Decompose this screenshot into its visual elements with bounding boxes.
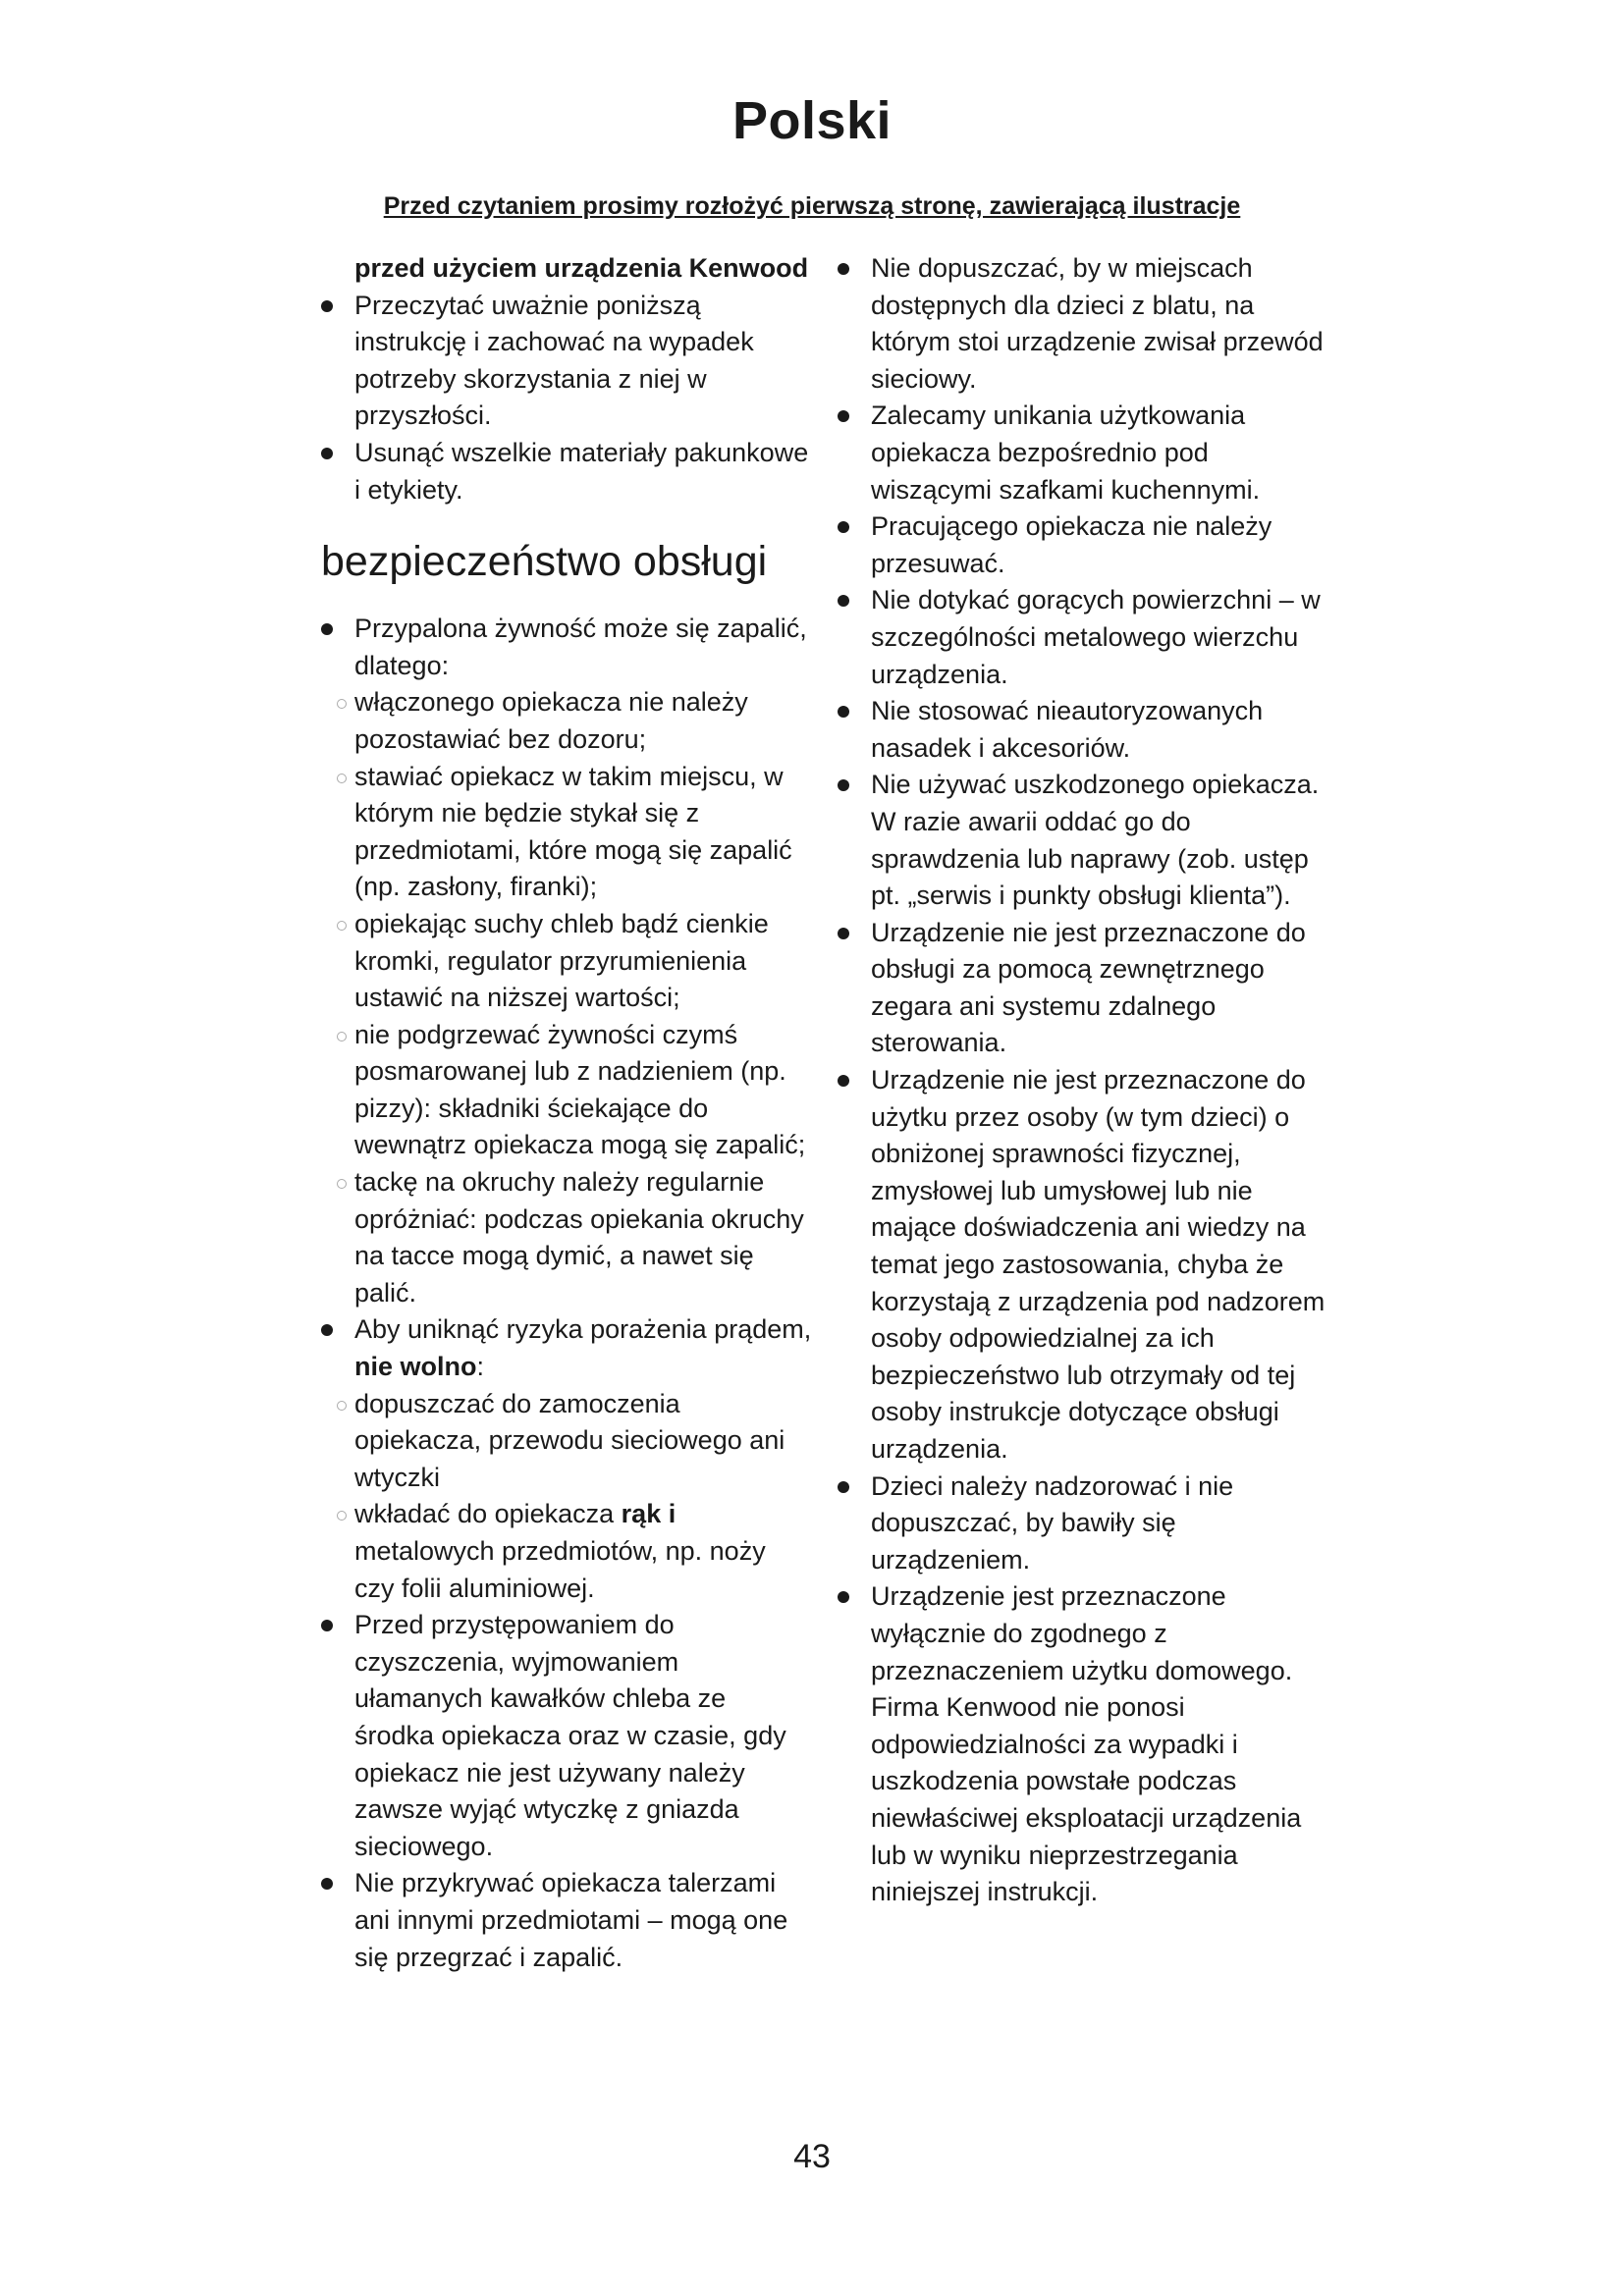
list-item: Przeczytać uważnie poniższą instrukcję i zachować na wypadek potrzeby skorzystania z niej w przyszłości. <box>321 288 812 435</box>
list-item <box>321 1311 812 1385</box>
list-item: Przypalona żywność może się zapalić, dlatego: <box>321 611 812 684</box>
shock-item-emphasis: nie wolno <box>354 1352 477 1382</box>
shock-item-text: Aby uniknąć ryzyka porażenia prądem, <box>354 1314 812 1345</box>
list-item: Nie używać uszkodzonego opiekacza. W razie awarii oddać go do sprawdzenia lub naprawy (zob. ustęp pt. „serwis i punkty obsługi klienta”). <box>838 767 1328 914</box>
list-item: Nie przykrywać opiekacza talerzami ani innymi przedmiotami – mogą one się przegrzać i zapalić. <box>321 1865 812 1976</box>
right-column <box>838 250 1328 1911</box>
sub-list-item <box>321 1496 812 1607</box>
list-item: Przed przystępowaniem do czyszczenia, wyjmowaniem ułamanych kawałków chleba ze środka opiekacza oraz w czasie, gdy opiekacz nie jest używany należy zawsze wyjąć wtyczkę z gniazda sieciowego. <box>321 1607 812 1865</box>
fold-out-notice: Przed czytaniem prosimy rozłożyć pierwszą stronę, zawierającą ilustracje <box>383 192 1241 220</box>
sub-list-item: nie podgrzewać żywności czymś posmarowanej lub z nadzieniem (np. pizzy): składniki ściekające do wewnątrz opiekacza mogą się zapalić; <box>321 1017 812 1164</box>
list-item: Nie stosować nieautoryzowanych nasadek i akcesoriów. <box>838 693 1328 767</box>
sub-list-item: włączonego opiekacza nie należy pozostawiać bez dozoru; <box>321 684 812 758</box>
shock-item-end: : <box>476 1352 485 1382</box>
list-item: Urządzenie nie jest przeznaczone do użytku przez osoby (w tym dzieci) o obniżonej sprawności fizycznej, zmysłowej lub umysłowej lub nie mające doświadczenia ani wiedzy na temat jego zastosowania, chyba że korzystają z urządzenia pod nadzorem osoby odpowiedzialnej za ich bezpieczeństwo lub otrzymały od tej osoby instrukcje dotyczące obsługi urządzenia. <box>838 1062 1328 1468</box>
shock-sub-text: wkładać do opiekacza <box>354 1499 622 1529</box>
page-number: 43 <box>793 2138 831 2175</box>
shock-sub-emphasis: rąk i <box>621 1499 677 1529</box>
list-item: Nie dopuszczać, by w miejscach dostępnych dla dzieci z blatu, na którym stoi urządzenie zwisał przewód sieciowy. <box>838 250 1328 398</box>
list-item: Usunąć wszelkie materiały pakunkowe i etykiety. <box>321 435 812 508</box>
intro-heading: przed użyciem urządzenia Kenwood <box>354 253 809 283</box>
list-item: Pracującego opiekacza nie należy przesuwać. <box>838 508 1328 582</box>
list-item: Urządzenie nie jest przeznaczone do obsługi za pomocą zewnętrznego zegara ani systemu zdalnego sterowania. <box>838 915 1328 1062</box>
list-item: Zalecamy unikania użytkowania opiekacza bezpośrednio pod wiszącymi szafkami kuchennymi. <box>838 398 1328 508</box>
section-heading: bezpieczeństwo obsługi <box>321 538 768 586</box>
sub-list-item: dopuszczać do zamoczenia opiekacza, przewodu sieciowego ani wtyczki <box>321 1386 812 1497</box>
list-item: Nie dotykać gorących powierzchni – w szczególności metalowego wierzchu urządzenia. <box>838 582 1328 693</box>
left-column <box>321 250 812 1976</box>
sub-list-item: tackę na okruchy należy regularnie opróżniać: podczas opiekania okruchy na tacce mogą dymić, a nawet się palić. <box>321 1164 812 1311</box>
list-item: Dzieci należy nadzorować i nie dopuszczać, by bawiły się urządzeniem. <box>838 1468 1328 1579</box>
sub-list-item: opiekając suchy chleb bądź cienkie kromki, regulator przyrumienienia ustawić na niższej wartości; <box>321 906 812 1017</box>
sub-list-item: stawiać opiekacz w takim miejscu, w którym nie będzie stykał się z przedmiotami, które mogą się zapalić (np. zasłony, firanki); <box>321 759 812 906</box>
page-title: Polski <box>731 91 893 150</box>
list-item: Urządzenie jest przeznaczone wyłącznie do zgodnego z przeznaczeniem użytku domowego. Firma Kenwood nie ponosi odpowiedzialności za wypadki i uszkodzenia powstałe podczas niewłaściwej eksploatacji urządzenia lub w wyniku nieprzestrzegania niniejszej instrukcji. <box>838 1578 1328 1910</box>
shock-sub-end: metalowych przedmiotów, np. noży czy folii aluminiowej. <box>354 1536 766 1603</box>
